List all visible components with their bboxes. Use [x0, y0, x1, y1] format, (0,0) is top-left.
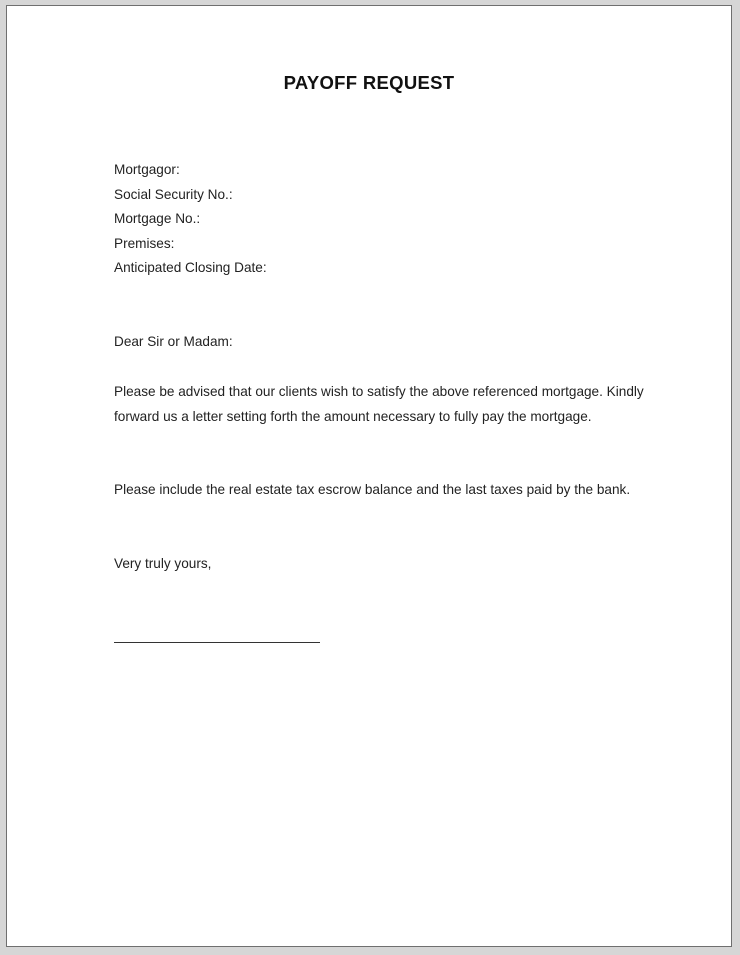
- closing: Very truly yours,: [114, 556, 212, 571]
- document-title: PAYOFF REQUEST: [283, 72, 455, 93]
- salutation: Dear Sir or Madam:: [114, 334, 233, 349]
- mortgage-fields: [114, 158, 654, 281]
- field-premises: Premises:: [114, 235, 175, 251]
- paragraph-escrow-request: Please include the real estate tax escrow balance and the last taxes paid by the bank.: [114, 482, 631, 497]
- field-anticipated-closing-date: Anticipated Closing Date:: [114, 260, 267, 276]
- signature-line: [114, 642, 320, 643]
- field-mortgage-no: Mortgage No.:: [114, 211, 201, 227]
- field-social-security-no: Social Security No.:: [114, 186, 233, 202]
- field-mortgagor: Mortgagor:: [114, 162, 180, 177]
- paragraph-payoff-request: Please be advised that our clients wish to satisfy the above referenced mortgage. Kindly forward us a letter setting forth the amount necessary to fully pay the mortgage.: [114, 384, 644, 424]
- document-page: [6, 5, 732, 947]
